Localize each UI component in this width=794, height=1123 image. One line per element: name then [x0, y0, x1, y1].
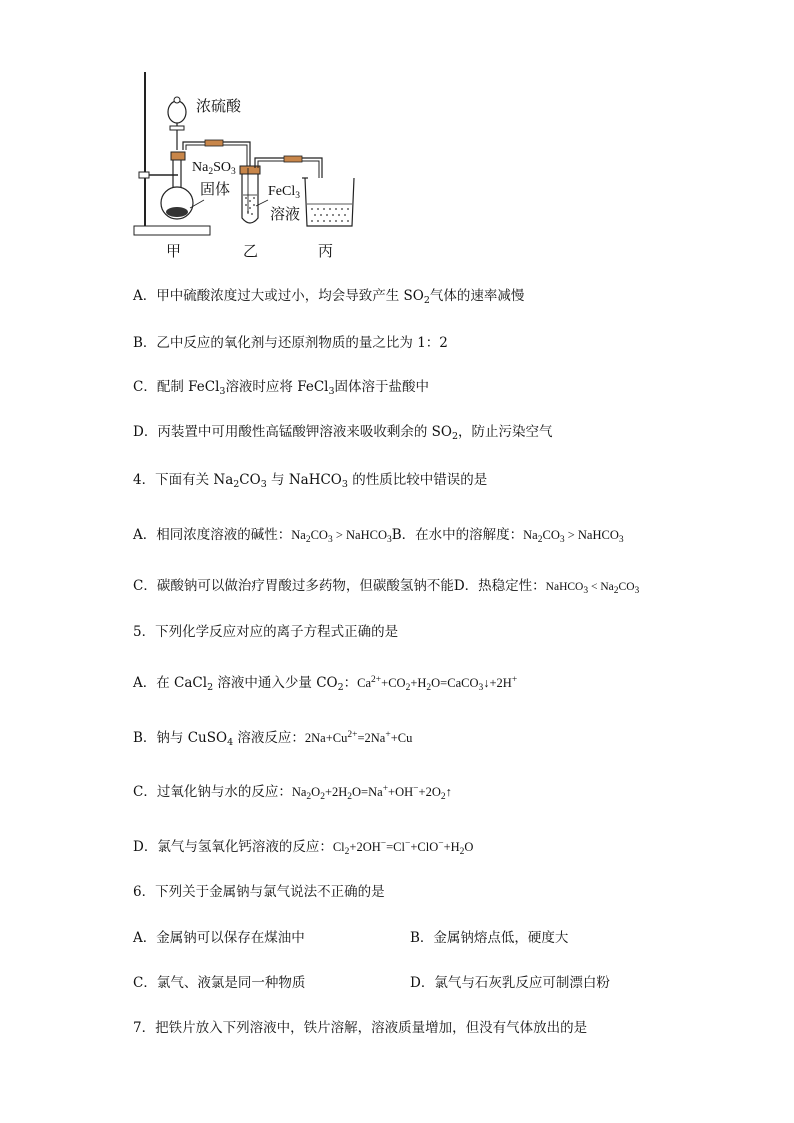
dropping-funnel [168, 101, 186, 123]
q4-option-a: A．相同浓度溶液的碱性：$Na_2CO_3$ > NaHCO$_3$ [133, 527, 392, 545]
q6-option-b: B．金属钠熔点低，硬度大 [410, 930, 569, 946]
label-na2so3: $Na_2SO_3$ [192, 160, 236, 177]
rubber-connector-2 [284, 156, 302, 162]
q4-stem: 4．下面有关 $Na_2CO_3$ 与 NaHCO$_3$ 的性质比较中错误的是 [133, 472, 488, 490]
beaker [305, 178, 354, 226]
q5-option-b: B．钠与 CuSO$_4$ 溶液反应：$2Na+Cu^{2+}=2Na^++Cu$ [133, 730, 413, 748]
q5-option-a: A．在 CaCl$_2$ 溶液中通入少量 $CO_2$：$Ca^{2+}+CO_2+H_2O=CaCO_3↓+2H^+$ [133, 675, 518, 693]
q5-option-d: D．氯气与氢氧化钙溶液的反应：$Cl_2+2OH^-=Cl^-+ClO^-+H_2O$ [133, 839, 474, 857]
q5-stem: 5．下列化学反应对应的离子方程式正确的是 [133, 624, 399, 640]
label-solution: 溶液 [270, 205, 301, 223]
label-yi: 乙 [243, 242, 259, 260]
rubber-connector-1 [205, 140, 223, 146]
label-jia: 甲 [166, 242, 182, 260]
q4-option-c: C．碳酸钠可以做治疗胃酸过多药物，但碳酸氢钠不能 [133, 578, 454, 594]
label-conc-sulfuric-acid: 浓硫酸 [196, 97, 242, 115]
q6-option-d: D．氯气与石灰乳反应可制漂白粉 [410, 975, 610, 991]
q4-option-d: D．热稳定性：NaHCO$_3$ < $Na_2CO_3$ [453, 578, 640, 596]
q3-option-a: A．甲中硫酸浓度过大或过小，均会导致产生 $SO_2$气体的速率减慢 [133, 288, 525, 306]
q6-option-c: C．氯气、液氯是同一种物质 [133, 975, 306, 991]
q3-option-c: C．配制 FeCl$_3$溶液时应将 FeCl$_3$固体溶于盐酸中 [133, 379, 430, 397]
test-tube [242, 172, 258, 223]
q3-option-b: B．乙中反应的氧化剂与还原剂物质的量之比为 1：2 [133, 335, 448, 351]
q4-option-b: B．在水中的溶解度：$Na_2CO_3$ > NaHCO$_3$ [391, 527, 624, 545]
flask-solid [166, 207, 188, 217]
apparatus-diagram [0, 0, 794, 270]
label-fecl3: FeCl$_3$ [268, 184, 300, 201]
label-solid: 固体 [200, 180, 231, 198]
q6-stem: 6．下列关于金属钠与氯气说法不正确的是 [133, 884, 385, 900]
stand-base [134, 226, 210, 235]
q4-option-c-d [133, 576, 639, 601]
q4-option-a-b [133, 525, 624, 550]
q7-stem: 7．把铁片放入下列溶液中，铁片溶解，溶液质量增加，但没有气体放出的是 [133, 1020, 588, 1036]
q6-option-a: A．金属钠可以保存在煤油中 [133, 930, 305, 946]
q3-option-d: D．丙装置中可用酸性高锰酸钾溶液来吸收剩余的 $SO_2$，防止污染空气 [133, 424, 553, 442]
q5-option-c: C．过氧化钠与水的反应：$Na_2O_2+2H_2O=Na^++OH^-+2O_2↑$ [133, 784, 452, 802]
label-bing: 丙 [318, 242, 334, 260]
flask-stopper [171, 152, 185, 160]
